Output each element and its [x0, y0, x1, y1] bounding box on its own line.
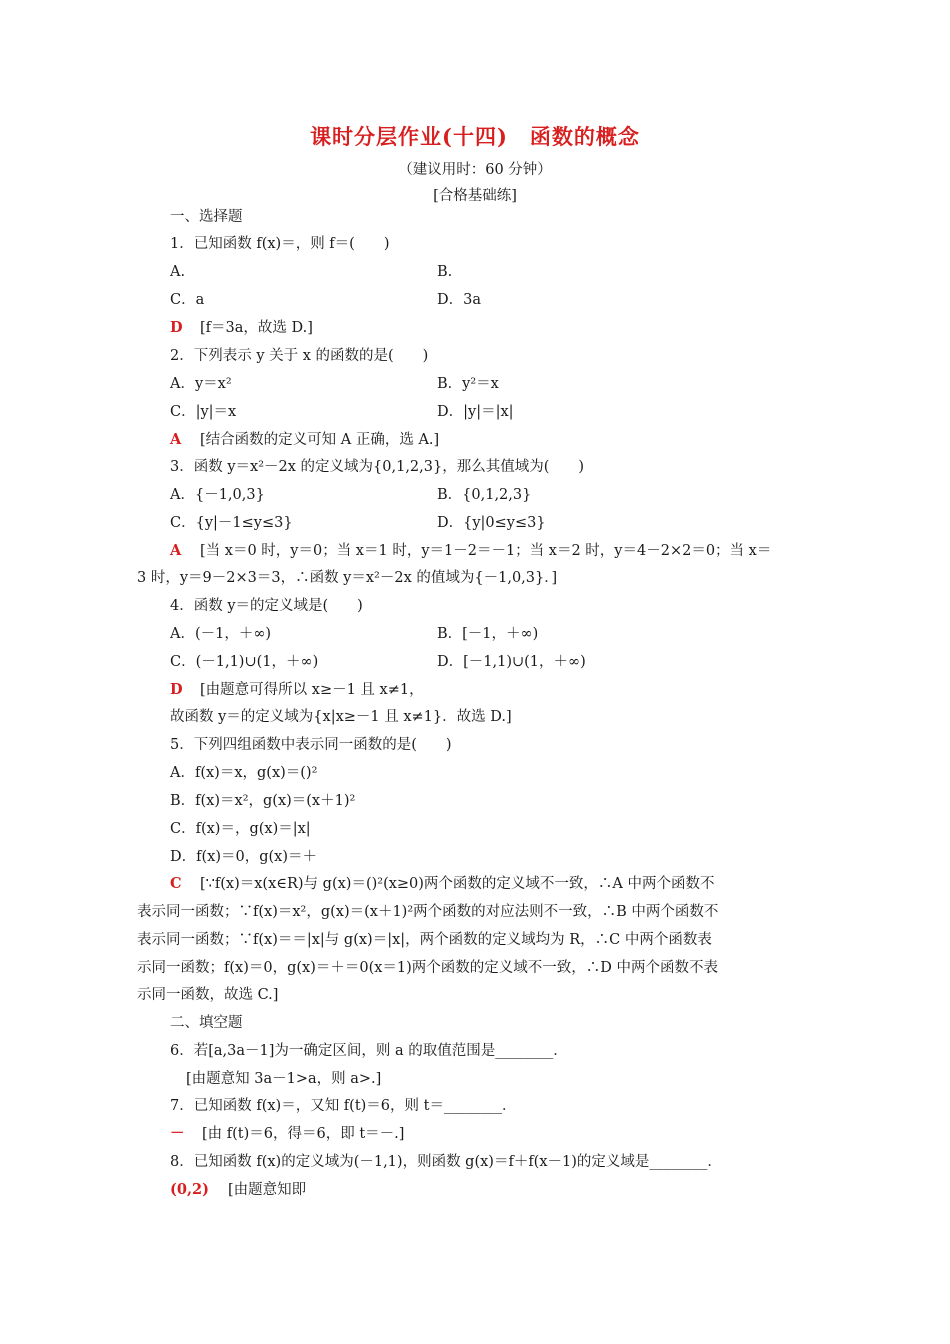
q8-answer: (0,2) — [170, 1181, 209, 1198]
q7-explanation: [由 f(t)＝6，得＝6，即 t＝－.] — [202, 1126, 405, 1142]
q5-stem: 5．下列四组函数中表示同一函数的是( ) — [170, 737, 452, 753]
q5-solution — [170, 874, 715, 894]
q3-explanation-line-2: 3 时，y＝9－2×3＝3，∴函数 y＝x²－2x 的值域为{－1,0,3}．] — [137, 570, 558, 586]
q2-explanation: [结合函数的定义可知 A 正确，选 A.] — [200, 432, 440, 448]
q1-option-b: B. — [437, 264, 453, 280]
q2-option-d: D．|y|＝|x| — [437, 404, 514, 420]
q1-answer: D — [170, 319, 183, 336]
q3-option-b: B．{0,1,2,3} — [437, 487, 532, 503]
q8-solution — [170, 1180, 306, 1200]
q3-solution — [170, 541, 771, 561]
q2-option-a: A．y＝x² — [170, 376, 232, 392]
q3-stem: 3．函数 y＝x²－2x 的定义域为{0,1,2,3}，那么其值域为( ) — [170, 459, 585, 475]
q2-stem: 2．下列表示 y 关于 x 的函数的是( ) — [170, 348, 429, 364]
q1-explanation: [f＝3a，故选 D.] — [200, 320, 313, 336]
q1-option-c: C．a — [170, 292, 205, 308]
q7-answer: － — [170, 1125, 185, 1142]
q2-option-b: B．y²＝x — [437, 376, 499, 392]
q4-answer: D — [170, 681, 183, 698]
q3-option-c: C．{y|－1≤y≤3} — [170, 515, 293, 531]
q5-explanation-line-1: [∵f(x)＝x(x∈R)与 g(x)＝()²(x≥0)两个函数的定义域不一致，∴A 中两个函数不 — [200, 876, 715, 892]
q3-option-a: A．{－1,0,3} — [170, 487, 265, 503]
q8-explanation: [由题意知即 — [228, 1182, 307, 1198]
q5-option-c: C．f(x)＝，g(x)＝|x| — [170, 821, 311, 837]
q4-option-a: A．(－1，＋∞) — [170, 626, 272, 642]
q2-solution — [170, 430, 439, 450]
q6-stem: 6．若[a,3a－1]为一确定区间，则 a 的取值范围是________． — [170, 1043, 568, 1059]
q5-answer: C — [170, 875, 182, 892]
q7-stem: 7．已知函数 f(x)＝，又知 f(t)＝6，则 t＝________． — [170, 1098, 517, 1114]
q5-explanation-line-4: 示同一函数；f(x)＝0，g(x)＝＋＝0(x＝1)两个函数的定义域不一致，∴D 中两个函数不表 — [137, 960, 719, 976]
q1-option-a: A. — [170, 264, 186, 280]
q4-explanation-line-1: [由题意可得所以 x≥－1 且 x≠1， — [200, 682, 424, 698]
q7-solution — [170, 1124, 404, 1144]
q3-explanation-line-1: [当 x＝0 时，y＝0；当 x＝1 时，y＝1－2＝－1；当 x＝2 时，y＝4－2×2＝0；当 x＝ — [200, 543, 772, 559]
q5-option-a: A．f(x)＝x，g(x)＝()² — [170, 765, 318, 781]
section-fill-heading: 二、填空题 — [170, 1015, 243, 1031]
page-title: 课时分层作业(十四) 函数的概念 — [310, 124, 640, 149]
q4-option-c: C．(－1,1)∪(1，＋∞) — [170, 654, 319, 670]
q5-explanation-line-3: 表示同一函数；∵f(x)＝＝|x|与 g(x)＝|x|，两个函数的定义域均为 R，∴C 中两个函数表 — [137, 932, 712, 948]
q2-option-c: C．|y|＝x — [170, 404, 237, 420]
q4-solution — [170, 680, 424, 700]
section-choice-heading: 一、选择题 — [170, 209, 243, 225]
level-label: [合格基础练] — [433, 188, 517, 204]
q1-stem: 1．已知函数 f(x)＝，则 f＝( ) — [170, 236, 390, 252]
q4-explanation-line-2: 故函数 y＝的定义域为{x|x≥－1 且 x≠1}．故选 D.] — [170, 709, 512, 725]
q6-explanation: [由题意知 3a－1>a，则 a>.] — [186, 1071, 382, 1087]
q2-answer: A — [170, 431, 182, 448]
q1-solution — [170, 318, 313, 338]
time-note: （建议用时：60 分钟） — [398, 162, 552, 178]
q3-answer: A — [170, 542, 182, 559]
q5-option-b: B．f(x)＝x²，g(x)＝(x＋1)² — [170, 793, 356, 809]
q4-stem: 4．函数 y＝的定义域是( ) — [170, 598, 363, 614]
q5-explanation-line-2: 表示同一函数；∵f(x)＝x²，g(x)＝(x＋1)²两个函数的对应法则不一致，∴B 中两个函数不 — [137, 904, 719, 920]
q1-option-d: D．3a — [437, 292, 481, 308]
q5-explanation-line-5: 示同一函数，故选 C.] — [137, 987, 279, 1003]
q5-option-d: D．f(x)＝0，g(x)＝＋ — [170, 849, 317, 865]
q3-option-d: D．{y|0≤y≤3} — [437, 515, 546, 531]
q4-option-d: D．[－1,1)∪(1，＋∞) — [437, 654, 586, 670]
q8-stem: 8．已知函数 f(x)的定义域为(－1,1)，则函数 g(x)＝f＋f(x－1)的定义域是________． — [170, 1154, 722, 1170]
q4-option-b: B．[－1，＋∞) — [437, 626, 539, 642]
